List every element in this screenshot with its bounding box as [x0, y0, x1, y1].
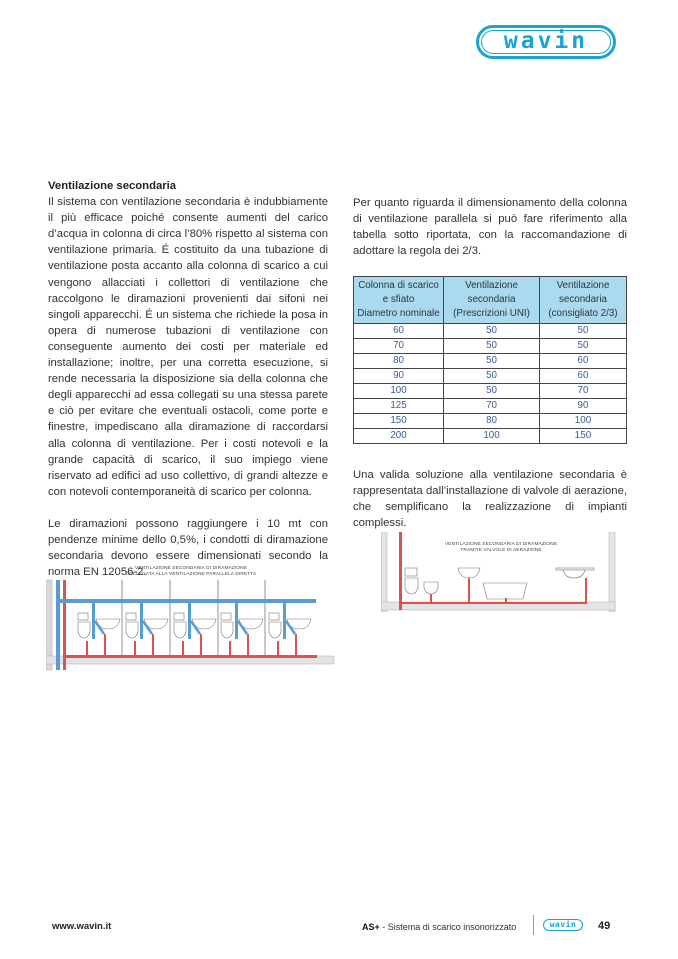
- diagram-caption-line-1: VENTILAZIONE SECONDARIA DI DIRAMAZIONE: [134, 566, 247, 571]
- diagram-air-valves: [381, 532, 619, 612]
- wavin-logo: [476, 25, 616, 59]
- table-row: 80 50 60: [354, 354, 627, 369]
- footer-product-name: AS+: [362, 922, 380, 932]
- plumbing-diagram-left: [46, 566, 336, 672]
- table-row: 90 50 60: [354, 369, 627, 384]
- header-consigliato: Ventilazione secondaria (consigliato 2/3): [539, 277, 626, 324]
- table-row: 60 50 50: [354, 324, 627, 339]
- diagram-caption-line-2: COLLEGATA ALLA VENTILAZIONE PARALLELA DIRETTA: [125, 572, 257, 577]
- diagram-caption-line-1: VENTILAZIONE SECONDARIA DI DIRAMAZIONE: [444, 542, 557, 547]
- paragraph-branches: Le diramazioni possono raggiungere i 10 mt con pendenze minime dello 0,5%, i condotti di diramazione secondaria devono essere dimensionati secondo la norma EN 12056-2.: [48, 517, 328, 579]
- header-uni: Ventilazione secondaria (Prescrizioni UNI): [444, 277, 540, 324]
- table-row: 70 50 50: [354, 339, 627, 354]
- paragraph-air-valves: Una valida soluzione alla ventilazione secondaria è rappresentata dall’installazione di valvole di aerazione, che semplificano la realizzazione di impianti complessi.: [353, 469, 627, 530]
- table-row: 150 80 100: [354, 414, 627, 429]
- paragraph-intro: Il sistema con ventilazione secondaria è indubbiamente il più efficace poiché consente aumenti del carico d’acqua in colonna di circa l’80% rispetto al sistema con ventilazione primaria. É costituito da una tubazione di ventilazione posta accanto alla colonna di scarico a cui vengono allacciati i collettori di ventilazione che raccolgono le diramazioni provenienti dai sifoni nei singoli apparecchi. É un sistema che richiede la posa in opera di numerose tubazioni di ventilazione con conseguente aumento dei costi per materiale ed installazione; inoltre, per una corretta esecuzione, si rende necessaria la disposizione sia della colonna che degli apparecchi ad essa collegati su una stessa parete e ciò per evitare che eventuali ostacoli, come porte e finestre, impediscano alla diramazione di raccordarsi alla colonna di ventilazione. Per i costi notevoli e la grande capacità di scarico, il suo impiego viene riservato ad edifici ad uso collettivo, di grandi altezze e con notevoli contemporaneità di scarico per colonna.: [48, 196, 328, 498]
- page-number: 49: [598, 920, 611, 932]
- table-row: 125 70 90: [354, 399, 627, 414]
- section-heading: Ventilazione secondaria: [48, 180, 177, 192]
- left-column: [48, 178, 328, 580]
- right-column: [353, 195, 627, 259]
- table-row: 200 100 150: [354, 429, 627, 444]
- right-column-lower: [353, 467, 627, 531]
- header-colonna: Colonna di scarico e sfiato Diametro nominale: [354, 277, 444, 324]
- paragraph-dimensioning: Per quanto riguarda il dimensionamento della colonna di ventilazione parallela si può fare riferimento alla tabella sotto riportata, con la raccomandazione di adottare la regola dei 2/3.: [353, 197, 627, 258]
- footer-document-title: [362, 922, 516, 932]
- dimensioning-table: [353, 276, 627, 444]
- footer-title-text: - Sistema di scarico insonorizzato: [379, 922, 517, 932]
- footer-divider: [533, 915, 534, 935]
- diagram-parallel-ventilation: [46, 566, 336, 672]
- logo-text: wavin: [503, 28, 589, 54]
- footer-wavin-logo: wavin: [543, 919, 583, 931]
- table-row: 100 50 70: [354, 384, 627, 399]
- footer-website-link[interactable]: www.wavin.it: [52, 921, 112, 932]
- table-header-row: [354, 277, 627, 324]
- diagram-caption-line-2: TRAMITE VALVOLE DI AERAZIONE: [460, 548, 542, 553]
